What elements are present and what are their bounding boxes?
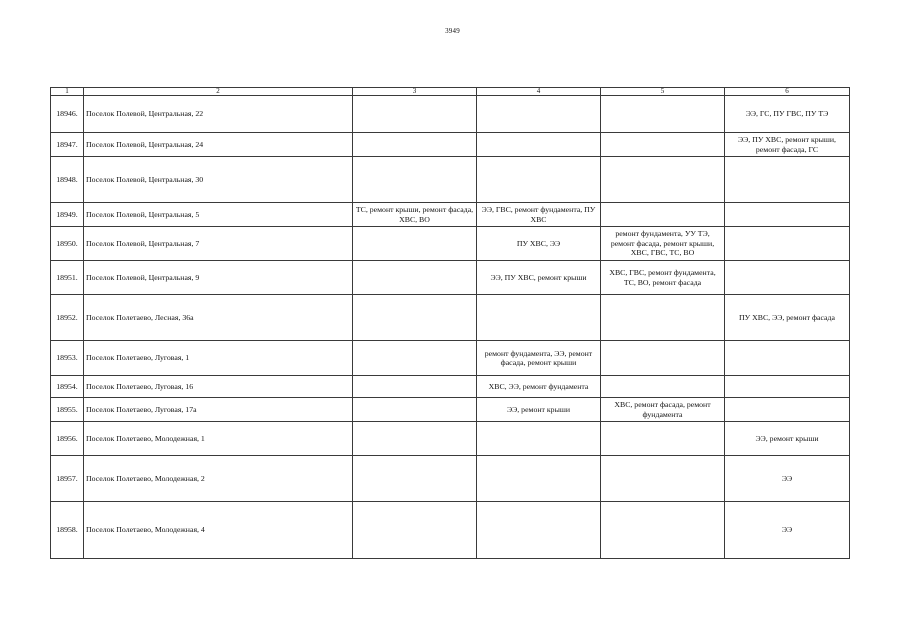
- column-4-cell: [477, 96, 601, 133]
- table-row: [51, 96, 850, 133]
- address-cell: Поселок Полевой, Центральная, 7: [84, 227, 353, 261]
- table-row: [51, 227, 850, 261]
- column-3-cell: [353, 456, 477, 502]
- column-3-cell: [353, 96, 477, 133]
- column-header-4: 4: [477, 88, 601, 96]
- column-4-cell: [477, 502, 601, 559]
- repair-register-table: [50, 87, 850, 559]
- column-5-cell: [601, 422, 725, 456]
- column-6-cell: [725, 398, 850, 422]
- column-4-cell: ЭЭ, ГВС, ремонт фундамента, ПУ ХВС: [477, 203, 601, 227]
- column-header-2: 2: [84, 88, 353, 96]
- column-3-cell: [353, 422, 477, 456]
- column-5-cell: [601, 96, 725, 133]
- column-4-cell: ЭЭ, ремонт крыши: [477, 398, 601, 422]
- row-number: 18948.: [51, 157, 84, 203]
- row-number: 18953.: [51, 341, 84, 376]
- column-5-cell: [601, 502, 725, 559]
- table-row: [51, 456, 850, 502]
- table-row: [51, 376, 850, 398]
- column-4-cell: [477, 295, 601, 341]
- column-4-cell: [477, 157, 601, 203]
- address-cell: Поселок Полевой, Центральная, 24: [84, 133, 353, 157]
- column-6-cell: [725, 227, 850, 261]
- column-5-cell: [601, 341, 725, 376]
- row-number: 18947.: [51, 133, 84, 157]
- row-number: 18952.: [51, 295, 84, 341]
- column-5-cell: [601, 376, 725, 398]
- column-header-3: 3: [353, 88, 477, 96]
- column-3-cell: [353, 261, 477, 295]
- column-5-cell: ХВС, ГВС, ремонт фундамента, ТС, ВО, ремонт фасада: [601, 261, 725, 295]
- column-3-cell: [353, 227, 477, 261]
- column-6-cell: ЭЭ, ГС, ПУ ГВС, ПУ ТЭ: [725, 96, 850, 133]
- address-cell: Поселок Полевой, Центральная, 9: [84, 261, 353, 295]
- row-number: 18949.: [51, 203, 84, 227]
- column-6-cell: ЭЭ: [725, 502, 850, 559]
- column-4-cell: ХВС, ЭЭ, ремонт фундамента: [477, 376, 601, 398]
- table-row: [51, 295, 850, 341]
- table-row: [51, 157, 850, 203]
- column-6-cell: ЭЭ: [725, 456, 850, 502]
- column-header-6: 6: [725, 88, 850, 96]
- table-row: [51, 261, 850, 295]
- column-3-cell: [353, 295, 477, 341]
- column-6-cell: [725, 203, 850, 227]
- column-5-cell: ремонт фундамента, УУ ТЭ, ремонт фасада, ремонт крыши, ХВС, ГВС, ТС, ВО: [601, 227, 725, 261]
- column-3-cell: [353, 398, 477, 422]
- row-number: 18955.: [51, 398, 84, 422]
- address-cell: Поселок Полевой, Центральная, 30: [84, 157, 353, 203]
- column-5-cell: [601, 456, 725, 502]
- column-4-cell: ремонт фундамента, ЭЭ, ремонт фасада, ремонт крыши: [477, 341, 601, 376]
- column-6-cell: ЭЭ, ПУ ХВС, ремонт крыши, ремонт фасада, ГС: [725, 133, 850, 157]
- row-number: 18956.: [51, 422, 84, 456]
- row-number: 18954.: [51, 376, 84, 398]
- column-6-cell: [725, 376, 850, 398]
- address-cell: Поселок Полетаево, Молодежная, 2: [84, 456, 353, 502]
- address-cell: Поселок Полевой, Центральная, 5: [84, 203, 353, 227]
- column-6-cell: [725, 341, 850, 376]
- column-4-cell: ЭЭ, ПУ ХВС, ремонт крыши: [477, 261, 601, 295]
- column-3-cell: [353, 133, 477, 157]
- column-4-cell: [477, 456, 601, 502]
- address-cell: Поселок Полетаево, Молодежная, 1: [84, 422, 353, 456]
- column-3-cell: [353, 502, 477, 559]
- header-row: [51, 88, 850, 96]
- row-number: 18951.: [51, 261, 84, 295]
- address-cell: Поселок Полевой, Центральная, 22: [84, 96, 353, 133]
- column-3-cell: [353, 376, 477, 398]
- address-cell: Поселок Полетаево, Луговая, 1: [84, 341, 353, 376]
- address-cell: Поселок Полетаево, Луговая, 16: [84, 376, 353, 398]
- table-row: [51, 502, 850, 559]
- column-5-cell: ХВС, ремонт фасада, ремонт фундамента: [601, 398, 725, 422]
- column-5-cell: [601, 203, 725, 227]
- column-5-cell: [601, 133, 725, 157]
- row-number: 18957.: [51, 456, 84, 502]
- column-6-cell: [725, 157, 850, 203]
- table-row: [51, 398, 850, 422]
- column-3-cell: ТС, ремонт крыши, ремонт фасада, ХВС, ВО: [353, 203, 477, 227]
- column-4-cell: ПУ ХВС, ЭЭ: [477, 227, 601, 261]
- column-4-cell: [477, 133, 601, 157]
- column-4-cell: [477, 422, 601, 456]
- row-number: 18946.: [51, 96, 84, 133]
- table-row: [51, 341, 850, 376]
- table-row: [51, 422, 850, 456]
- address-cell: Поселок Полетаево, Молодежная, 4: [84, 502, 353, 559]
- column-3-cell: [353, 341, 477, 376]
- column-6-cell: [725, 261, 850, 295]
- page-number: 3949: [445, 27, 460, 35]
- table-row: [51, 203, 850, 227]
- column-5-cell: [601, 295, 725, 341]
- row-number: 18958.: [51, 502, 84, 559]
- column-5-cell: [601, 157, 725, 203]
- row-number: 18950.: [51, 227, 84, 261]
- column-6-cell: ПУ ХВС, ЭЭ, ремонт фасада: [725, 295, 850, 341]
- address-cell: Поселок Полетаево, Луговая, 17а: [84, 398, 353, 422]
- column-header-1: 1: [51, 88, 84, 96]
- column-header-5: 5: [601, 88, 725, 96]
- column-3-cell: [353, 157, 477, 203]
- address-cell: Поселок Полетаево, Лесная, 36а: [84, 295, 353, 341]
- table-row: [51, 133, 850, 157]
- column-6-cell: ЭЭ, ремонт крыши: [725, 422, 850, 456]
